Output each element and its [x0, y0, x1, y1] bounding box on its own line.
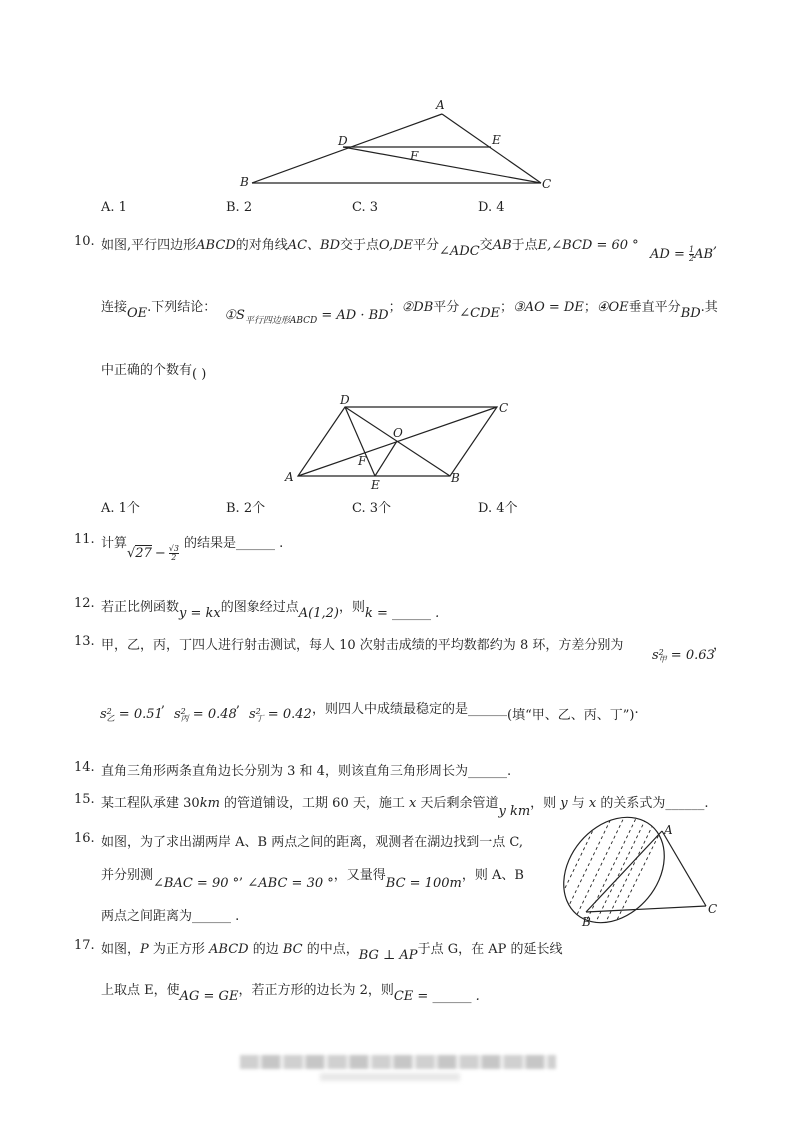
math: = 0.63	[666, 648, 715, 663]
comma: ,	[236, 696, 241, 711]
question-16-line-1: 如图，为了求出湖两岸 A、B 两点之间的距离，观测者在湖边找到一点 C,	[101, 835, 523, 850]
option-c: C. 3个	[352, 501, 392, 516]
numerator: √3	[168, 544, 179, 553]
label-E: E	[492, 133, 501, 147]
math: O	[379, 238, 389, 253]
math: ∠BAC = 90 °	[153, 876, 240, 891]
question-number: 10.	[74, 234, 95, 249]
text: 如图，	[101, 942, 141, 957]
subscript: 乙	[106, 713, 115, 723]
subscript: 甲	[658, 654, 667, 664]
question-17-line-1	[101, 938, 563, 963]
answer-blank: k = ______ .	[364, 606, 440, 621]
text: .其	[700, 300, 718, 315]
question-number: 17.	[74, 938, 95, 953]
text: 计算	[101, 536, 128, 551]
math: ABCD	[209, 942, 249, 957]
label-D: D	[338, 134, 348, 148]
superscript: 2	[106, 706, 112, 716]
label-C: C	[708, 902, 718, 916]
math: AG = GE	[179, 989, 239, 1004]
math: AC、BD	[287, 238, 341, 253]
text: ，则	[530, 796, 561, 811]
blurred-watermark	[240, 1055, 556, 1069]
math: ,DE	[388, 238, 413, 253]
question-number: 15.	[74, 792, 95, 807]
text: 垂直平分	[628, 300, 681, 315]
superscript: 2	[180, 706, 186, 716]
question-11-tail: 的结果是______ .	[184, 536, 284, 551]
math: x	[408, 796, 417, 811]
comma: ,	[161, 696, 166, 711]
math: y km	[498, 804, 531, 819]
comma: ，	[713, 638, 727, 653]
math: BC = 100m	[385, 876, 462, 891]
option-b: B. 2	[226, 200, 253, 215]
text: 的中点，	[302, 942, 359, 957]
math: E,	[537, 238, 552, 253]
text: 某工程队承建 30	[101, 796, 200, 811]
text: 并分别测	[101, 868, 154, 883]
subscript: 丁	[255, 713, 264, 723]
text: ，则	[338, 600, 365, 615]
option-a: A. 1	[101, 200, 127, 215]
math: = 0.48	[188, 707, 237, 722]
math: ①S	[224, 308, 245, 323]
label-O: O	[393, 426, 403, 440]
math: s	[249, 707, 256, 722]
math: BD	[680, 306, 701, 321]
text: 的管道铺设，工期 60 天，施工	[219, 796, 409, 811]
subscript: 丙	[180, 713, 189, 723]
math: = AD · BD	[317, 308, 389, 323]
superscript: 2	[255, 706, 261, 716]
text: 平分	[413, 238, 440, 253]
text: ,	[713, 237, 718, 252]
text: 连接	[101, 300, 128, 315]
math: = 0.51	[114, 707, 163, 722]
operator: −	[154, 546, 166, 561]
text: 于点	[511, 238, 538, 253]
text: 平分	[433, 300, 460, 315]
answer-blank: CE = ______ .	[393, 989, 480, 1004]
math: AB	[694, 247, 714, 262]
text: ，则四人中成绩最稳定的是______	[312, 702, 508, 717]
option-d: D. 4	[478, 200, 505, 215]
text: 如图,平行四边形	[101, 238, 197, 253]
math: ∠CDE	[459, 306, 501, 321]
question-13-line-1: 甲，乙，丙，丁四人进行射击测试，每人 10 次射击成绩的平均数都约为 8 环，方差分别为	[101, 638, 624, 653]
text: 若正比例函数	[101, 600, 180, 615]
text: 交于点	[340, 238, 380, 253]
text: ；	[388, 300, 402, 315]
math: ②DB	[401, 300, 434, 315]
question-16-line-3: 两点之间距离为______ .	[101, 909, 240, 924]
text: ；	[583, 300, 597, 315]
math: ∠ADC	[439, 244, 480, 259]
math: OE	[127, 306, 148, 321]
text: .	[634, 702, 639, 717]
question-number: 14.	[74, 760, 95, 775]
text: 于点 G，在 AP 的延长线	[417, 942, 563, 957]
math: BG ⊥ AP	[358, 948, 418, 963]
denominator: 2	[171, 553, 177, 562]
math: y = kx	[179, 606, 221, 621]
text: ，又量得	[333, 868, 386, 883]
text: 中正确的个数有	[101, 363, 193, 378]
label-E: E	[371, 478, 380, 492]
label-A: A	[285, 470, 294, 484]
label-B: B	[240, 175, 249, 189]
text: ，若正方形的边长为 2，则	[238, 983, 394, 998]
text: .下列结论：	[147, 300, 217, 315]
math: s	[100, 707, 107, 722]
math: P	[140, 942, 149, 957]
denominator: 2	[688, 254, 695, 263]
question-number: 13.	[74, 634, 95, 649]
label-D: D	[340, 393, 350, 407]
label-A: A	[664, 823, 673, 837]
math: s	[174, 707, 181, 722]
label-F: F	[410, 149, 419, 163]
math: s	[652, 648, 659, 663]
label-A: A	[436, 98, 445, 112]
text: 上取点 E，使	[101, 983, 180, 998]
math: ③AO = DE	[513, 300, 584, 315]
text: 的对角线	[235, 238, 288, 253]
text: 的边	[248, 942, 283, 957]
text: (填“甲、乙、丙、丁”)	[507, 708, 635, 723]
option-b: B. 2个	[226, 501, 266, 516]
question-number: 11.	[74, 532, 95, 547]
question-number: 12.	[74, 596, 95, 611]
superscript: 2	[658, 647, 664, 657]
radicand: 27	[135, 546, 152, 561]
label-F: F	[358, 454, 367, 468]
math: AB	[492, 238, 512, 253]
question-number: 16.	[74, 831, 95, 846]
math: ∠BCD = 60 °	[551, 238, 639, 253]
math: AD =	[650, 247, 689, 262]
label-C: C	[542, 177, 552, 191]
text: 天后剩余管道	[416, 796, 499, 811]
option-a: A. 1个	[101, 501, 140, 516]
math: BC	[282, 942, 303, 957]
math: y	[560, 796, 568, 811]
sqrt-symbol: √	[127, 546, 136, 561]
text: ，则 A、B	[461, 868, 524, 883]
answer-paren: ( )	[192, 367, 207, 382]
question-14: 直角三角形两条直角边长分别为 3 和 4，则该直角三角形周长为______.	[101, 764, 512, 779]
math: ABCD	[196, 238, 236, 253]
math: x	[588, 796, 597, 811]
math: km	[199, 796, 220, 811]
text: 与	[567, 796, 589, 811]
option-c: C. 3	[352, 200, 379, 215]
label-C: C	[499, 401, 509, 415]
text: ；	[500, 300, 514, 315]
question-17-line-2	[101, 979, 480, 1004]
subscript: 平行四边形ABCD	[244, 316, 318, 326]
text: 为正方形	[148, 942, 210, 957]
label-B: B	[582, 915, 591, 929]
math: ④OE	[596, 300, 629, 315]
text: 的关系式为______.	[596, 796, 709, 811]
blurred-watermark-2	[320, 1073, 460, 1081]
label-B: B	[451, 471, 460, 485]
text: ,	[239, 868, 248, 883]
math: A(1,2)	[298, 606, 339, 621]
math: ∠ABC = 30 °	[247, 876, 334, 891]
option-d: D. 4个	[478, 501, 518, 516]
text: 交	[479, 238, 493, 253]
text: 的图象经过点	[220, 600, 299, 615]
numerator: 1	[688, 245, 695, 254]
math: = 0.42	[263, 707, 312, 722]
